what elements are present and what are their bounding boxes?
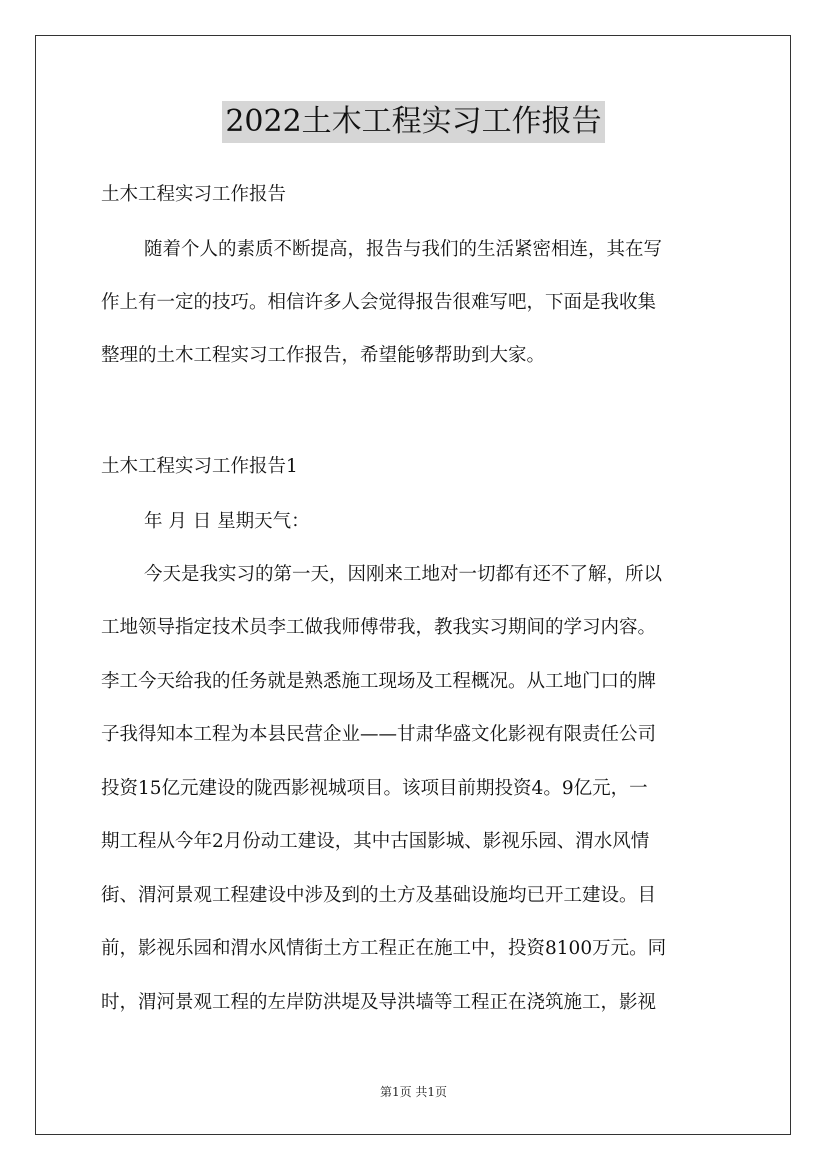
body-line: 李工今天给我的任务就是熟悉施工现场及工程概况。从工地门口的牌	[101, 671, 657, 692]
document-title-wrapper	[0, 101, 827, 143]
body-line: 子我得知本工程为本县民营企业——甘肃华盛文化影视有限责任公司	[101, 724, 657, 745]
page-footer: 第1页 共1页	[379, 1085, 448, 1099]
body-line: 前，影视乐园和渭水风情街土方工程正在施工中，投资8100万元。同	[101, 938, 667, 959]
intro-line: 整理的土木工程实习工作报告，希望能够帮助到大家。	[101, 345, 546, 366]
body-line: 投资15亿元建设的陇西影视城项目。该项目前期投资4。9亿元，一	[101, 778, 648, 799]
body-line: 街、渭河景观工程建设中涉及到的土方及基础设施均已开工建设。目	[101, 885, 657, 906]
subtitle: 土木工程实习工作报告	[101, 184, 287, 205]
intro-line: 作上有一定的技巧。相信许多人会觉得报告很难写吧，下面是我收集	[101, 292, 657, 313]
body-line: 工地领导指定技术员李工做我师傅带我，教我实习期间的学习内容。	[101, 617, 657, 638]
date-line: 年 月 日 星期天气：	[144, 511, 310, 532]
body-line: 时，渭河景观工程的左岸防洪堤及导洪墙等工程正在浇筑施工，影视	[101, 992, 657, 1013]
document-title: 2022土木工程实习工作报告	[222, 101, 604, 143]
section-heading: 土木工程实习工作报告1	[101, 456, 298, 477]
intro-line: 随着个人的素质不断提高，报告与我们的生活紧密相连，其在写	[144, 239, 663, 260]
body-line: 今天是我实习的第一天，因刚来工地对一切都有还不了解，所以	[144, 564, 663, 585]
body-line: 期工程从今年2月份动工建设，其中古国影城、影视乐园、渭水风情	[101, 831, 650, 852]
